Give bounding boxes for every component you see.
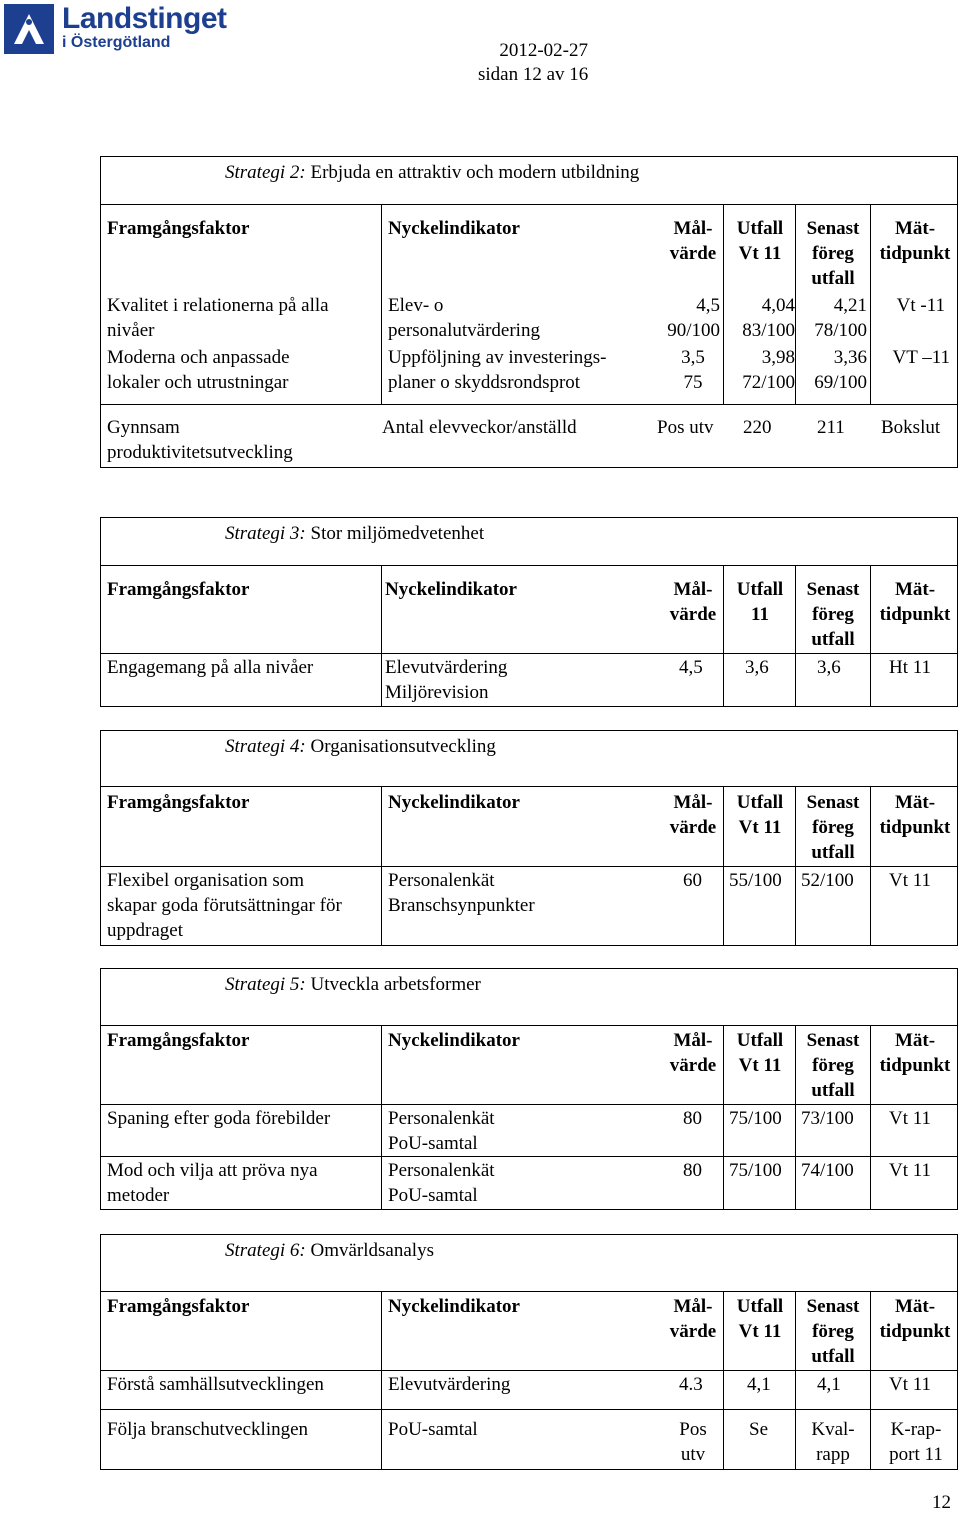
- col-senast: Senast föreg utfall: [806, 218, 860, 289]
- outcome-cell: 4,04 83/100: [742, 295, 795, 341]
- strategy-label: Strategi 3:: [225, 523, 306, 544]
- logo: [4, 4, 244, 56]
- strategy-4-table: [100, 730, 958, 946]
- table-row: Förstå samhällsutvecklingen: [107, 1374, 324, 1395]
- logo-name: Landstinget: [62, 2, 227, 35]
- col-framgangsfaktor: Framgångsfaktor: [107, 792, 250, 813]
- strategy-name: Erbjuda en attraktiv och modern utbildning: [305, 162, 640, 183]
- target-cell: 4,5 90/100: [667, 295, 720, 341]
- indicator-cell: Elevutvärdering: [388, 1374, 511, 1395]
- strategy-2-title: [225, 160, 639, 185]
- outcome-cell: Se: [749, 1419, 768, 1440]
- col-utfall: Utfall Vt 11: [736, 218, 784, 264]
- previous-cell: 3,36 69/100: [814, 347, 867, 393]
- col-senast: Senast föreg utfall: [806, 1030, 860, 1101]
- previous-cell: 74/100: [801, 1160, 854, 1181]
- target-cell: 80: [683, 1108, 702, 1129]
- col-utfall: Utfall Vt 11: [736, 792, 784, 838]
- indicator-cell: Personalenkät PoU-samtal: [388, 1160, 495, 1206]
- strategy-name: Omvärldsanalys: [305, 1240, 434, 1261]
- strategy-3-table: [100, 517, 958, 707]
- col-senast: Senast föreg utfall: [806, 792, 860, 863]
- strategy-label: Strategi 4:: [225, 736, 306, 757]
- indicator-cell: Uppföljning av investerings- planer o skyddsrondsprot: [388, 347, 607, 393]
- timepoint-cell: Vt 11: [889, 1374, 932, 1395]
- col-malvarde: Mål- värde: [669, 218, 717, 264]
- outcome-cell: 75/100: [729, 1160, 782, 1181]
- timepoint-cell: Vt 11: [889, 870, 932, 891]
- col-senast: Senast föreg utfall: [806, 579, 860, 650]
- strategy-4-title: [225, 734, 496, 759]
- col-utfall: Utfall Vt 11: [736, 1030, 784, 1076]
- previous-cell: 4,1: [817, 1374, 841, 1395]
- target-cell: 3,5 75: [681, 347, 705, 393]
- previous-cell: Kval- rapp: [811, 1419, 855, 1465]
- indicator-cell: Elev- o personalutvärdering: [388, 295, 540, 341]
- table-row: Följa branschutvecklingen: [107, 1419, 309, 1440]
- strategy-5-title: [225, 972, 481, 997]
- timepoint-cell: K-rap- port 11: [889, 1419, 943, 1465]
- strategy-label: Strategi 2:: [225, 162, 306, 183]
- target-cell: Pos utv: [679, 1419, 707, 1465]
- col-malvarde: Mål- värde: [669, 579, 717, 625]
- strategy-2-table: [100, 156, 958, 468]
- outcome-cell: 3,6: [745, 657, 769, 678]
- indicator-cell: Personalenkät Branschsynpunkter: [388, 870, 535, 916]
- target-cell: Pos utv: [657, 417, 714, 438]
- table-row: Engagemang på alla nivåer: [107, 657, 314, 678]
- col-utfall: Utfall Vt 11: [736, 1296, 784, 1342]
- document-date: 2012-02-27: [499, 40, 588, 61]
- table-row: Mod och vilja att pröva nya metoder: [107, 1160, 318, 1206]
- outcome-cell: 220: [743, 417, 772, 438]
- logo-emblem-icon: [4, 4, 54, 54]
- col-framgangsfaktor: Framgångsfaktor: [107, 1030, 250, 1051]
- col-nyckelindikator: Nyckelindikator: [388, 1296, 520, 1317]
- timepoint-cell: Vt 11: [889, 1108, 932, 1129]
- indicator-cell: Personalenkät PoU-samtal: [388, 1108, 495, 1154]
- target-cell: 80: [683, 1160, 702, 1181]
- table-row: Flexibel organisation som skapar goda förutsättningar för uppdraget: [107, 870, 342, 941]
- col-framgangsfaktor: Framgångsfaktor: [107, 1296, 250, 1317]
- outcome-cell: 4,1: [747, 1374, 771, 1395]
- target-cell: 60: [683, 870, 702, 891]
- previous-cell: 3,6: [817, 657, 841, 678]
- timepoint-cell: Bokslut: [881, 417, 941, 438]
- outcome-cell: 3,98 72/100: [742, 347, 795, 393]
- page-indicator: sidan 12 av 16: [478, 64, 589, 85]
- strategy-3-title: [225, 521, 484, 546]
- col-framgangsfaktor: Framgångsfaktor: [107, 579, 250, 600]
- strategy-name: Utveckla arbetsformer: [305, 974, 481, 995]
- strategy-6-title: [225, 1238, 434, 1263]
- table-row: Moderna och anpassade lokaler och utrustningar: [107, 347, 290, 393]
- target-cell: 4.3: [679, 1374, 703, 1395]
- col-malvarde: Mål- värde: [669, 1030, 717, 1076]
- col-nyckelindikator: Nyckelindikator: [388, 218, 520, 239]
- timepoint-cell: Vt 11: [889, 1160, 932, 1181]
- indicator-cell: Elevutvärdering Miljörevision: [385, 657, 508, 703]
- logo-subtitle: i Östergötland: [62, 34, 171, 51]
- strategy-6-table: [100, 1234, 958, 1470]
- col-nyckelindikator: Nyckelindikator: [388, 792, 520, 813]
- strategy-5-table: [100, 968, 958, 1210]
- target-cell: 4,5: [679, 657, 703, 678]
- timepoint-cell: Ht 11: [889, 657, 932, 678]
- previous-cell: 52/100: [801, 870, 854, 891]
- col-malvarde: Mål- värde: [669, 1296, 717, 1342]
- col-nyckelindikator: Nyckelindikator: [385, 579, 517, 600]
- page-number: 12: [932, 1492, 951, 1513]
- col-mattidpunkt: Mät- tidpunkt: [879, 1030, 951, 1076]
- indicator-cell: Antal elevveckor/anställd: [382, 417, 577, 438]
- table-row: Spaning efter goda förebilder: [107, 1108, 331, 1129]
- indicator-cell: PoU-samtal: [388, 1419, 478, 1440]
- strategy-label: Strategi 6:: [225, 1240, 306, 1261]
- previous-cell: 73/100: [801, 1108, 854, 1129]
- outcome-cell: 55/100: [729, 870, 782, 891]
- strategy-name: Organisationsutveckling: [305, 736, 496, 757]
- col-framgangsfaktor: Framgångsfaktor: [107, 218, 250, 239]
- strategy-label: Strategi 5:: [225, 974, 306, 995]
- outcome-cell: 75/100: [729, 1108, 782, 1129]
- previous-cell: 4,21 78/100: [814, 295, 867, 341]
- col-utfall: Utfall 11: [736, 579, 784, 625]
- col-malvarde: Mål- värde: [669, 792, 717, 838]
- table-row: Gynnsam produktivitetsutveckling: [107, 417, 293, 463]
- strategy-name: Stor miljömedvetenhet: [305, 523, 485, 544]
- timepoint-cell: Vt -11: [896, 295, 945, 316]
- col-nyckelindikator: Nyckelindikator: [388, 1030, 520, 1051]
- col-mattidpunkt: Mät- tidpunkt: [879, 579, 951, 625]
- col-mattidpunkt: Mät- tidpunkt: [879, 218, 951, 264]
- col-mattidpunkt: Mät- tidpunkt: [879, 1296, 951, 1342]
- timepoint-cell: VT –11: [892, 347, 950, 368]
- col-senast: Senast föreg utfall: [806, 1296, 860, 1367]
- col-mattidpunkt: Mät- tidpunkt: [879, 792, 951, 838]
- previous-cell: 211: [817, 417, 845, 438]
- table-row: Kvalitet i relationerna på alla nivåer: [107, 295, 329, 341]
